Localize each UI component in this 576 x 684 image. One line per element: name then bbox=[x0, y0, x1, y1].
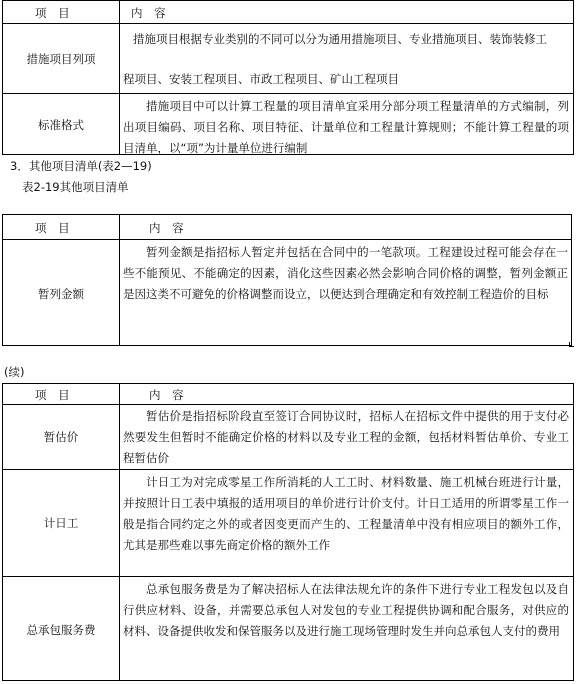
header-content: 内 容 bbox=[149, 221, 188, 235]
measures-table bbox=[2, 0, 574, 155]
row-name: 暂估价 bbox=[43, 430, 79, 444]
other-items-table bbox=[2, 214, 572, 346]
row-name: 总承包服务费 bbox=[26, 622, 96, 637]
row-content: 暂估价是指招标阶段直至签订合同协议时，招标人在招标文件中提供的用于支付必然要发生但暂时不能确定价格的材料以及专业工程的金额，包括材料暂估单价、专业工程暂估价 bbox=[123, 409, 569, 465]
table-caption: 表2-19其他项目清单 bbox=[22, 180, 129, 194]
row-content: 总承包服务费是为了解决招标人在法律法规允许的条件下进行专业工程发包以及自行供应材料、设备，并需要总承包人对发包的专业工程提供协调和配合服务，对供应的材料、设备提供收发和保管服务以及进行施工现场管理时发生并向总承包人支付的费用 bbox=[123, 582, 569, 638]
row-content: 计日工为对完成零星工作所消耗的人工工时、材料数量、施工机械台班进行计量，并按照计日工表中填报的适用项目的单价进行计价支付。计日工适用的所谓零星工作一般是指合同约定之外的或者因变更而产生的、工程量清单中没有相应项目的额外工作，尤其是那些难以事先商定价格的额外工作 bbox=[123, 475, 569, 552]
header-content: 内 容 bbox=[131, 6, 170, 20]
row-content: 措施项目中可以计算工程量的项目清单宜采用分部分项工程量清单的方式编制，列出项目编码、项目名称、项目特征、计量单位和工程量计算规则；不能计算工程量的项目清单，以“项”为计量单位进行编制 bbox=[123, 99, 569, 155]
header-content: 内 容 bbox=[149, 388, 188, 402]
row-name: 暂列金额 bbox=[38, 286, 84, 301]
row-name: 标准格式 bbox=[38, 118, 84, 132]
row-content: 暂列金额是指招标人暂定并包括在合同中的一笔款项。工程建设过程可能会存在一些不能预见、不能确定的因素，消化这些因素必然会影响合同价格的调整，暂列金额正是因这类不可避免的价格调整而设立，以便达到合理确定和有效控制工程造价的目标 bbox=[123, 245, 568, 301]
header-item: 项 目 bbox=[35, 221, 74, 235]
header-item: 项 目 bbox=[35, 6, 74, 20]
other-items-table-continued bbox=[2, 383, 574, 681]
section-heading: 3．其他项目清单(表2—19) bbox=[10, 159, 152, 173]
corner-mark bbox=[569, 342, 574, 347]
continued-label: (续) bbox=[4, 365, 25, 379]
row-content-line: 程项目、安装工程项目、市政工程项目、矿山工程项目 bbox=[123, 72, 399, 86]
row-name: 措施项目列项 bbox=[26, 51, 96, 66]
row-content-line: 措施项目根据专业类别的不同可以分为通用措施项目、专业措施项目、装饰装修工 bbox=[133, 32, 547, 46]
header-item: 项 目 bbox=[35, 388, 74, 402]
row-name: 计日工 bbox=[43, 516, 79, 530]
